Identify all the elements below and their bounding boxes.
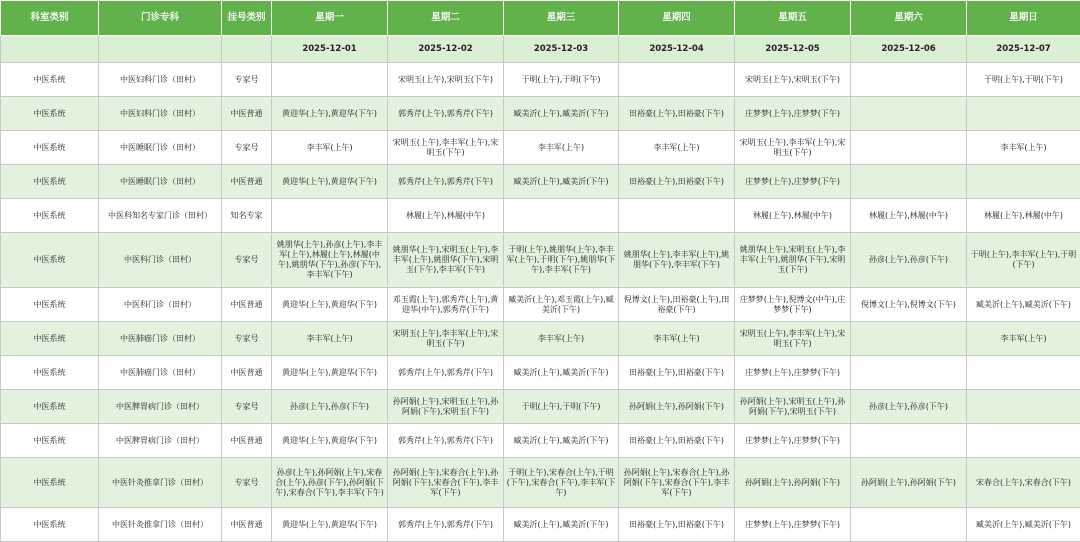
table-cell: 宋明玉(上午),李丰军(上午),宋明玉(下午) <box>735 131 851 165</box>
table-cell: 专家号 <box>222 233 272 288</box>
table-cell: 林履(上午),林履(中午) <box>851 199 967 233</box>
table-cell: 姚朋华(上午),宋明玉(上午),李丰军(上午),姚朋华(下午),宋明玉(下午),李丰军(下午) <box>388 233 504 288</box>
table-cell: 孙阿娟(上午),宋明玉(上午),孙阿娟(下午),宋明玉(下午) <box>388 390 504 424</box>
table-cell: 李丰军(上午) <box>504 322 619 356</box>
table-cell: 郭秀芹(上午),郭秀芹(下午) <box>388 356 504 390</box>
table-cell: 李丰军(上午) <box>967 131 1080 165</box>
table-cell: 田裕豪(上午),田裕豪(下午) <box>619 97 735 131</box>
table-cell: 中医系统 <box>1 199 99 233</box>
table-cell: 庄梦梦(上午),庄梦梦(下午) <box>735 356 851 390</box>
table-cell: 黄迎华(上午),黄迎华(下午) <box>272 288 388 322</box>
table-cell: 郭秀芹(上午),郭秀芹(下午) <box>388 508 504 542</box>
table-cell: 庄梦梦(上午),庄梦梦(下午) <box>735 424 851 458</box>
table-row <box>1 458 1080 508</box>
table-cell <box>272 63 388 97</box>
table-cell <box>851 508 967 542</box>
table-cell: 田裕豪(上午),田裕豪(下午) <box>619 356 735 390</box>
date-cell: 2025-12-06 <box>851 36 967 63</box>
table-cell: 臧美沂(上午),臧美沂(下午) <box>504 356 619 390</box>
table-cell: 宋明玉(上午),李丰军(上午),宋明玉(下午) <box>388 131 504 165</box>
column-header: 门诊专科 <box>99 1 222 36</box>
table-cell: 孙阿娟(上午),孙阿娟(下午) <box>735 458 851 508</box>
table-cell: 孙阿娟(上午),宋春合(上午),孙阿娟(下午),宋春合(下午),李丰军(下午) <box>388 458 504 508</box>
table-cell <box>967 390 1080 424</box>
table-cell <box>967 165 1080 199</box>
table-cell: 中医系统 <box>1 288 99 322</box>
table-cell: 中医系统 <box>1 390 99 424</box>
table-cell: 李丰军(上午) <box>619 322 735 356</box>
table-cell: 黄迎华(上午),黄迎华(下午) <box>272 97 388 131</box>
date-cell: 2025-12-07 <box>967 36 1080 63</box>
table-cell: 专家号 <box>222 390 272 424</box>
table-cell: 中医脾胃病门诊（田村） <box>99 390 222 424</box>
table-cell: 孙彦(上午),孙彦(下午) <box>272 390 388 424</box>
table-row <box>1 199 1080 233</box>
table-cell: 于明(上午),于明(下午) <box>504 63 619 97</box>
table-cell <box>619 199 735 233</box>
table-cell: 庄梦梦(上午),倪博文(中午),庄梦梦(下午) <box>735 288 851 322</box>
table-cell: 中医系统 <box>1 356 99 390</box>
table-cell: 中医系统 <box>1 131 99 165</box>
table-cell <box>272 199 388 233</box>
table-cell: 中医普通 <box>222 97 272 131</box>
column-header: 星期日 <box>967 1 1080 36</box>
table-cell: 中医系统 <box>1 63 99 97</box>
table-cell: 于明(上午),宋春合(上午),于明(下午),宋春合(下午),李丰军(下午) <box>504 458 619 508</box>
table-cell: 臧美沂(上午),臧美沂(下午) <box>504 508 619 542</box>
table-cell: 臧美沂(上午),臧美沂(下午) <box>504 424 619 458</box>
table-row <box>1 97 1080 131</box>
table-cell: 黄迎华(上午),黄迎华(下午) <box>272 356 388 390</box>
table-cell: 姚朋华(上午),孙彦(上午),李丰军(上午),林履(上午),林履(中午),姚朋华(下午),孙彦(下午),李丰军(下午) <box>272 233 388 288</box>
table-cell: 姚朋华(上午),宋明玉(上午),李丰军(上午),姚朋华(下午),宋明玉(下午) <box>735 233 851 288</box>
table-cell: 庄梦梦(上午),庄梦梦(下午) <box>735 508 851 542</box>
table-cell: 中医科门诊（田村） <box>99 233 222 288</box>
table-cell: 孙阿娟(上午),孙阿娟(下午) <box>619 390 735 424</box>
table-cell: 中医肺癌门诊（田村） <box>99 322 222 356</box>
table-cell: 臧美沂(上午),臧美沂(下午) <box>967 288 1080 322</box>
table-cell: 中医科门诊（田村） <box>99 288 222 322</box>
table-cell: 于明(上午),李丰军(上午),于明(下午) <box>967 233 1080 288</box>
date-row <box>1 36 1080 63</box>
table-cell: 黄迎华(上午),黄迎华(下午) <box>272 508 388 542</box>
table-row <box>1 63 1080 97</box>
column-header: 星期四 <box>619 1 735 36</box>
table-cell <box>851 356 967 390</box>
table-cell: 臧美沂(上午),臧美沂(下午) <box>504 97 619 131</box>
table-cell: 知名专家 <box>222 199 272 233</box>
table-cell: 中医睡眠门诊（田村） <box>99 131 222 165</box>
table-cell <box>851 165 967 199</box>
table-cell: 李丰军(上午) <box>619 131 735 165</box>
table-cell: 中医普通 <box>222 508 272 542</box>
table-cell: 臧美沂(上午),臧美沂(下午) <box>967 508 1080 542</box>
table-cell <box>967 424 1080 458</box>
table-cell: 中医针灸推拿门诊（田村） <box>99 508 222 542</box>
table-cell <box>851 97 967 131</box>
table-row <box>1 233 1080 288</box>
table-cell <box>967 97 1080 131</box>
column-header: 星期一 <box>272 1 388 36</box>
header-row <box>1 1 1080 36</box>
date-cell <box>99 36 222 63</box>
date-cell: 2025-12-03 <box>504 36 619 63</box>
table-cell: 臧美沂(上午),臧美沂(下午) <box>504 165 619 199</box>
table-cell: 黄迎华(上午),黄迎华(下午) <box>272 424 388 458</box>
table-cell: 中医脾胃病门诊（田村） <box>99 424 222 458</box>
table-row <box>1 424 1080 458</box>
date-cell <box>222 36 272 63</box>
table-cell: 专家号 <box>222 322 272 356</box>
table-cell: 中医普通 <box>222 165 272 199</box>
table-cell <box>851 424 967 458</box>
table-cell <box>967 356 1080 390</box>
table-cell: 中医系统 <box>1 165 99 199</box>
schedule-body <box>1 63 1080 542</box>
table-cell <box>504 199 619 233</box>
table-cell: 田裕豪(上午),田裕豪(下午) <box>619 508 735 542</box>
table-cell: 专家号 <box>222 63 272 97</box>
date-cell <box>1 36 99 63</box>
table-cell: 庄梦梦(上午),庄梦梦(下午) <box>735 97 851 131</box>
table-cell: 郭秀芹(上午),郭秀芹(下午) <box>388 97 504 131</box>
table-cell: 中医系统 <box>1 424 99 458</box>
table-row <box>1 288 1080 322</box>
table-cell: 中医肺癌门诊（田村） <box>99 356 222 390</box>
table-row <box>1 390 1080 424</box>
table-cell: 田裕豪(上午),田裕豪(下午) <box>619 424 735 458</box>
table-cell <box>851 63 967 97</box>
column-header: 星期五 <box>735 1 851 36</box>
table-cell: 中医系统 <box>1 322 99 356</box>
column-header: 科室类别 <box>1 1 99 36</box>
table-cell: 于明(上午),姚朋华(上午),李丰军(上午),于明(下午),姚朋华(下午),李丰军(下午) <box>504 233 619 288</box>
table-row <box>1 508 1080 542</box>
table-cell: 孙彦(上午),孙阿娟(上午),宋春合(上午),孙彦(下午),孙阿娟(下午),宋春合(下午),李丰军(下午) <box>272 458 388 508</box>
table-cell: 田裕豪(上午),田裕豪(下午) <box>619 165 735 199</box>
table-cell: 林履(上午),林履(中午) <box>735 199 851 233</box>
table-cell: 中医普通 <box>222 424 272 458</box>
table-cell: 孙阿娟(上午),宋春合(上午),孙阿娟(下午),宋春合(下午),李丰军(下午) <box>619 458 735 508</box>
table-cell: 黄迎华(上午),黄迎华(下午) <box>272 165 388 199</box>
table-cell: 中医系统 <box>1 97 99 131</box>
column-header: 星期六 <box>851 1 967 36</box>
table-cell: 倪博文(上午),倪博文(下午) <box>851 288 967 322</box>
table-cell: 宋明玉(上午),李丰军(上午),宋明玉(下午) <box>735 322 851 356</box>
table-cell: 郭秀芹(上午),郭秀芹(下午) <box>388 424 504 458</box>
date-cell: 2025-12-04 <box>619 36 735 63</box>
table-row <box>1 131 1080 165</box>
table-cell: 宋明玉(上午),李丰军(上午),宋明玉(下午) <box>388 322 504 356</box>
table-cell: 中医普通 <box>222 356 272 390</box>
table-cell: 于明(上午),于明(下午) <box>967 63 1080 97</box>
table-cell: 李丰军(上午) <box>272 322 388 356</box>
table-cell: 李丰军(上午) <box>967 322 1080 356</box>
table-cell: 中医针灸推拿门诊（田村） <box>99 458 222 508</box>
table-cell: 李丰军(上午) <box>272 131 388 165</box>
table-cell: 林履(上午),林履(中午) <box>388 199 504 233</box>
table-cell: 姚朋华(上午),李丰军(上午),姚朋华(下午),李丰军(下午) <box>619 233 735 288</box>
table-cell: 中医系统 <box>1 508 99 542</box>
table-row <box>1 322 1080 356</box>
table-cell: 宋明玉(上午),宋明玉(下午) <box>388 63 504 97</box>
table-cell: 孙阿娟(上午),宋明玉(上午),孙阿娟(下午),宋明玉(下午) <box>735 390 851 424</box>
table-cell: 专家号 <box>222 458 272 508</box>
table-cell: 林履(上午),林履(中午) <box>967 199 1080 233</box>
table-cell: 孙彦(上午),孙彦(下午) <box>851 390 967 424</box>
table-cell: 中医睡眠门诊（田村） <box>99 165 222 199</box>
table-cell <box>851 131 967 165</box>
column-header: 星期二 <box>388 1 504 36</box>
date-cell: 2025-12-05 <box>735 36 851 63</box>
table-cell: 中医系统 <box>1 233 99 288</box>
table-cell: 宋明玉(上午),宋明玉(下午) <box>735 63 851 97</box>
table-cell: 李丰军(上午) <box>504 131 619 165</box>
table-cell: 中医科知名专家门诊（田村） <box>99 199 222 233</box>
table-cell <box>851 322 967 356</box>
table-cell: 中医系统 <box>1 458 99 508</box>
table-cell: 中医妇科门诊（田村） <box>99 97 222 131</box>
table-row <box>1 165 1080 199</box>
column-header: 星期三 <box>504 1 619 36</box>
column-header: 挂号类别 <box>222 1 272 36</box>
table-cell: 专家号 <box>222 131 272 165</box>
table-cell: 倪博文(上午),田裕豪(上午),田裕豪(下午) <box>619 288 735 322</box>
table-cell: 邓玉霞(上午),郭秀芹(上午),黄迎华(中午),郭秀芹(下午) <box>388 288 504 322</box>
table-cell: 郭秀芹(上午),郭秀芹(下午) <box>388 165 504 199</box>
table-row <box>1 356 1080 390</box>
table-cell: 庄梦梦(上午),庄梦梦(下午) <box>735 165 851 199</box>
table-cell: 孙阿娟(上午),孙阿娟(下午) <box>851 458 967 508</box>
table-cell: 臧美沂(上午),邓玉霞(上午),臧美沂(下午) <box>504 288 619 322</box>
table-cell: 中医妇科门诊（田村） <box>99 63 222 97</box>
table-cell: 宋春合(上午),宋春合(下午) <box>967 458 1080 508</box>
date-cell: 2025-12-02 <box>388 36 504 63</box>
table-cell <box>619 63 735 97</box>
table-cell: 中医普通 <box>222 288 272 322</box>
date-cell: 2025-12-01 <box>272 36 388 63</box>
table-cell: 孙彦(上午),孙彦(下午) <box>851 233 967 288</box>
table-cell: 于明(上午),于明(下午) <box>504 390 619 424</box>
